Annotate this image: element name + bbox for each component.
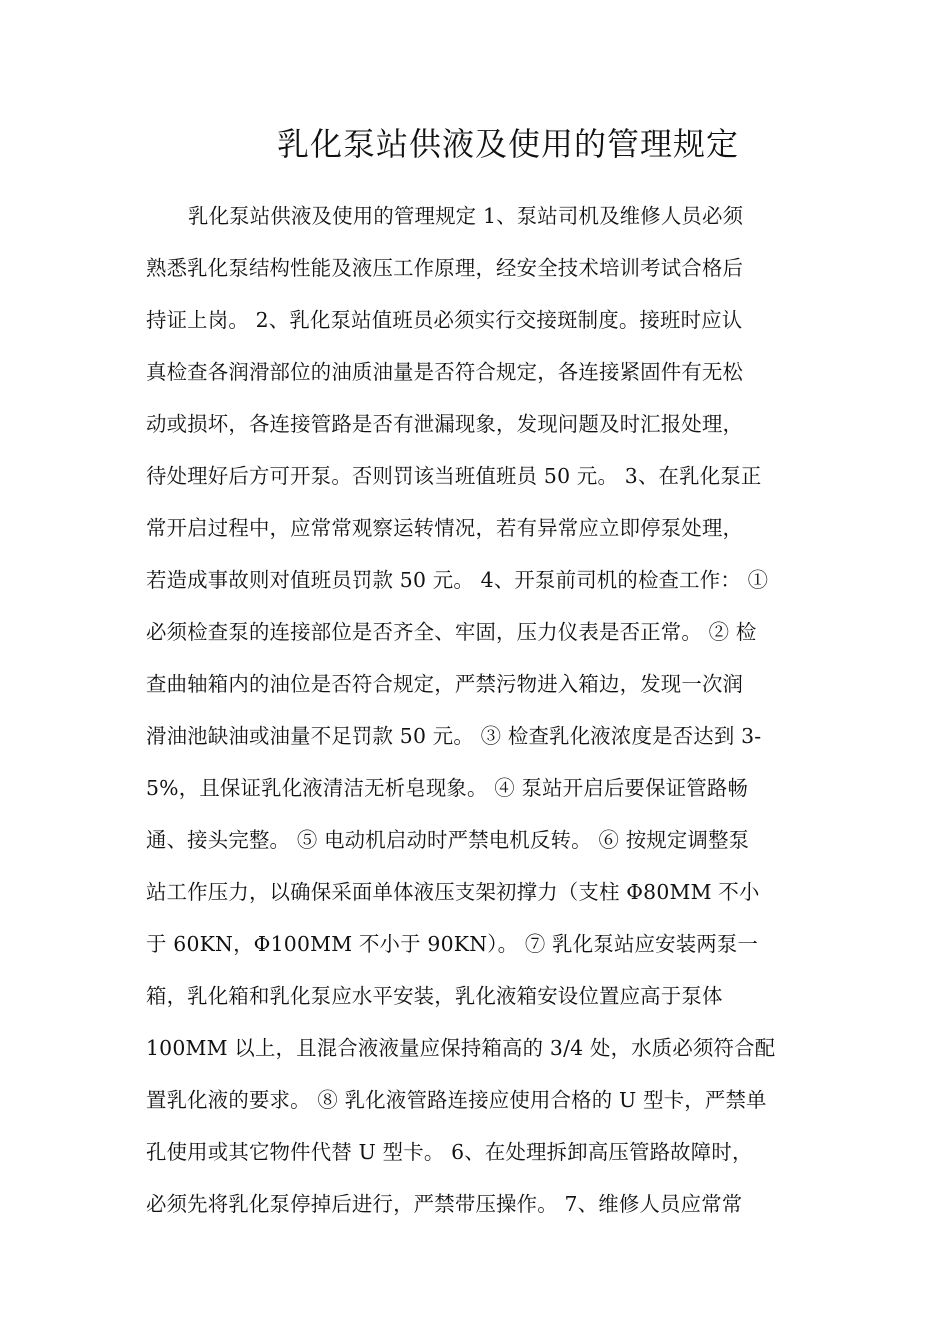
body-line: 滑油池缺油或油量不足罚款 50 元。 ③ 检查乳化液浓度是否达到 3- — [146, 724, 762, 748]
body-line: 于 60KN，Φ100MM 不小于 90KN）。 ⑦ 乳化泵站应安装两泵一 — [146, 932, 759, 956]
body-line: 置乳化液的要求。 ⑧ 乳化液管路连接应使用合格的 U 型卡，严禁单 — [146, 1088, 767, 1112]
body-line: 若造成事故则对值班员罚款 50 元。 4、开泵前司机的检查工作： ① — [146, 568, 769, 592]
body-line: 动或损坏，各连接管路是否有泄漏现象，发现问题及时汇报处理， — [146, 412, 744, 436]
document-body — [146, 193, 816, 1233]
body-line: 熟悉乳化泵结构性能及液压工作原理，经安全技术培训考试合格后 — [146, 256, 744, 280]
document-title: 乳化泵站供液及使用的管理规定 — [276, 125, 739, 163]
body-line: 真检查各润滑部位的油质油量是否符合规定，各连接紧固件有无松 — [146, 360, 744, 384]
body-line: 查曲轴箱内的油位是否符合规定，严禁污物进入箱边，发现一次润 — [146, 672, 744, 696]
body-line: 待处理好后方可开泵。否则罚该当班值班员 50 元。 3、在乳化泵正 — [146, 464, 762, 488]
body-line: 乳化泵站供液及使用的管理规定 1、泵站司机及维修人员必须 — [188, 204, 744, 228]
body-line: 常开启过程中，应常常观察运转情况，若有异常应立即停泵处理， — [146, 516, 744, 540]
body-line: 孔使用或其它物件代替 U 型卡。 6、在处理拆卸高压管路故障时， — [146, 1140, 753, 1164]
body-line: 箱，乳化箱和乳化泵应水平安装，乳化液箱安设位置应高于泵体 — [146, 984, 723, 1008]
body-line: 通、接头完整。 ⑤ 电动机启动时严禁电机反转。 ⑥ 按规定调整泵 — [146, 828, 750, 852]
body-line: 5%，且保证乳化液清洁无析皂现象。 ④ 泵站开启后要保证管路畅 — [146, 776, 749, 800]
body-line: 站工作压力，以确保采面单体液压支架初撑力（支柱 Φ80MM 不小 — [146, 880, 760, 904]
body-line: 100MM 以上，且混合液液量应保持箱高的 3/4 处，水质必须符合配 — [146, 1036, 776, 1060]
body-line: 必须检查泵的连接部位是否齐全、牢固，压力仪表是否正常。 ② 检 — [146, 620, 757, 644]
body-line: 持证上岗。 2、乳化泵站值班员必须实行交接斑制度。接班时应认 — [146, 308, 743, 332]
body-line: 必须先将乳化泵停掉后进行，严禁带压操作。 7、维修人员应常常 — [146, 1192, 743, 1216]
